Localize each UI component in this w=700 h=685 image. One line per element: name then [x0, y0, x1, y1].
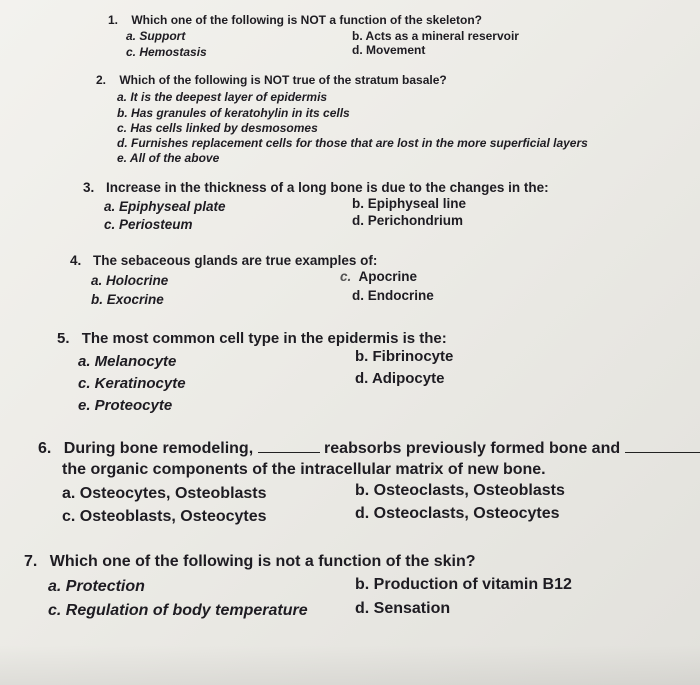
- option-c: c. Periosteum: [104, 217, 193, 232]
- option-d: d. Sensation: [355, 600, 451, 617]
- question-3-stem: [83, 180, 549, 195]
- handwritten-mark: c.: [340, 269, 352, 284]
- option-a: a. It is the deepest layer of epidermis: [117, 90, 328, 104]
- question-6-stem: [38, 440, 700, 458]
- question-text: Increase in the thickness of a long bone is due to the changes in the:: [106, 180, 549, 195]
- question-7-stem: [24, 553, 476, 571]
- option-b: b. Exocrine: [91, 292, 164, 307]
- question-2-stem: [96, 73, 447, 87]
- option-d: d. Adipocyte: [355, 370, 445, 387]
- option-c: c. Hemostasis: [126, 45, 207, 59]
- option-a: a. Holocrine: [91, 273, 169, 288]
- option-e: e. All of the above: [117, 151, 220, 165]
- option-b: b. Osteoclasts, Osteoblasts: [355, 482, 565, 499]
- question-6-stem-line2: the organic components of the intracellular matrix of new bone.: [62, 461, 546, 478]
- question-number: 3.: [83, 180, 95, 195]
- question-number: 6.: [38, 440, 52, 457]
- question-number: 1.: [108, 13, 119, 27]
- question-4-stem: [70, 253, 377, 268]
- question-number: 4.: [70, 253, 82, 268]
- question-text-part1: During bone remodeling,: [63, 440, 254, 457]
- option-b: b. Epiphyseal line: [352, 196, 467, 211]
- option-a: a. Epiphyseal plate: [104, 199, 226, 214]
- option-b: b. Acts as a mineral reservoir: [352, 29, 519, 43]
- paper-shadow: [0, 645, 700, 685]
- option-c: c. Keratinocyte: [78, 375, 186, 392]
- option-b: b. Has granules of keratohylin in its cells: [117, 106, 350, 120]
- question-number: 2.: [96, 73, 107, 87]
- question-text-part2: reabsorbs previously formed bone and: [324, 440, 621, 457]
- question-number: 7.: [24, 553, 38, 570]
- option-c: c. Regulation of body temperature: [48, 602, 308, 619]
- option-a: a. Osteocytes, Osteoblasts: [62, 485, 267, 502]
- option-d: d. Osteoclasts, Osteocytes: [355, 505, 560, 522]
- option-a: a. Protection: [48, 578, 145, 595]
- option-d: d. Furnishes replacement cells for those that are lost in the more superficial layers: [117, 136, 588, 150]
- question-1-stem: [108, 13, 482, 27]
- option-c: [340, 269, 417, 284]
- question-text: Which one of the following is not a function of the skin?: [49, 553, 476, 570]
- answer-blank-2: [625, 451, 700, 453]
- answer-blank-1: [258, 451, 320, 453]
- option-d: d. Perichondrium: [352, 213, 464, 228]
- question-text: Which of the following is NOT true of the stratum basale?: [119, 73, 447, 87]
- option-a: a. Melanocyte: [78, 353, 177, 370]
- question-text: The sebaceous glands are true examples of:: [93, 253, 378, 268]
- question-text: Which one of the following is NOT a function of the skeleton?: [131, 13, 483, 27]
- option-e: e. Proteocyte: [78, 397, 173, 414]
- option-d: d. Movement: [352, 43, 426, 57]
- option-c: c. Has cells linked by desmosomes: [117, 121, 318, 135]
- question-text: The most common cell type in the epidermis is the:: [81, 330, 447, 347]
- question-number: 5.: [57, 330, 70, 347]
- question-5-stem: [57, 330, 447, 347]
- option-d: d. Endocrine: [352, 288, 434, 303]
- option-a: a. Support: [126, 29, 186, 43]
- option-b: b. Production of vitamin B12: [355, 576, 572, 593]
- option-c-text: Apocrine: [358, 269, 418, 284]
- option-c: c. Osteoblasts, Osteocytes: [62, 508, 267, 525]
- option-b: b. Fibrinocyte: [355, 348, 454, 365]
